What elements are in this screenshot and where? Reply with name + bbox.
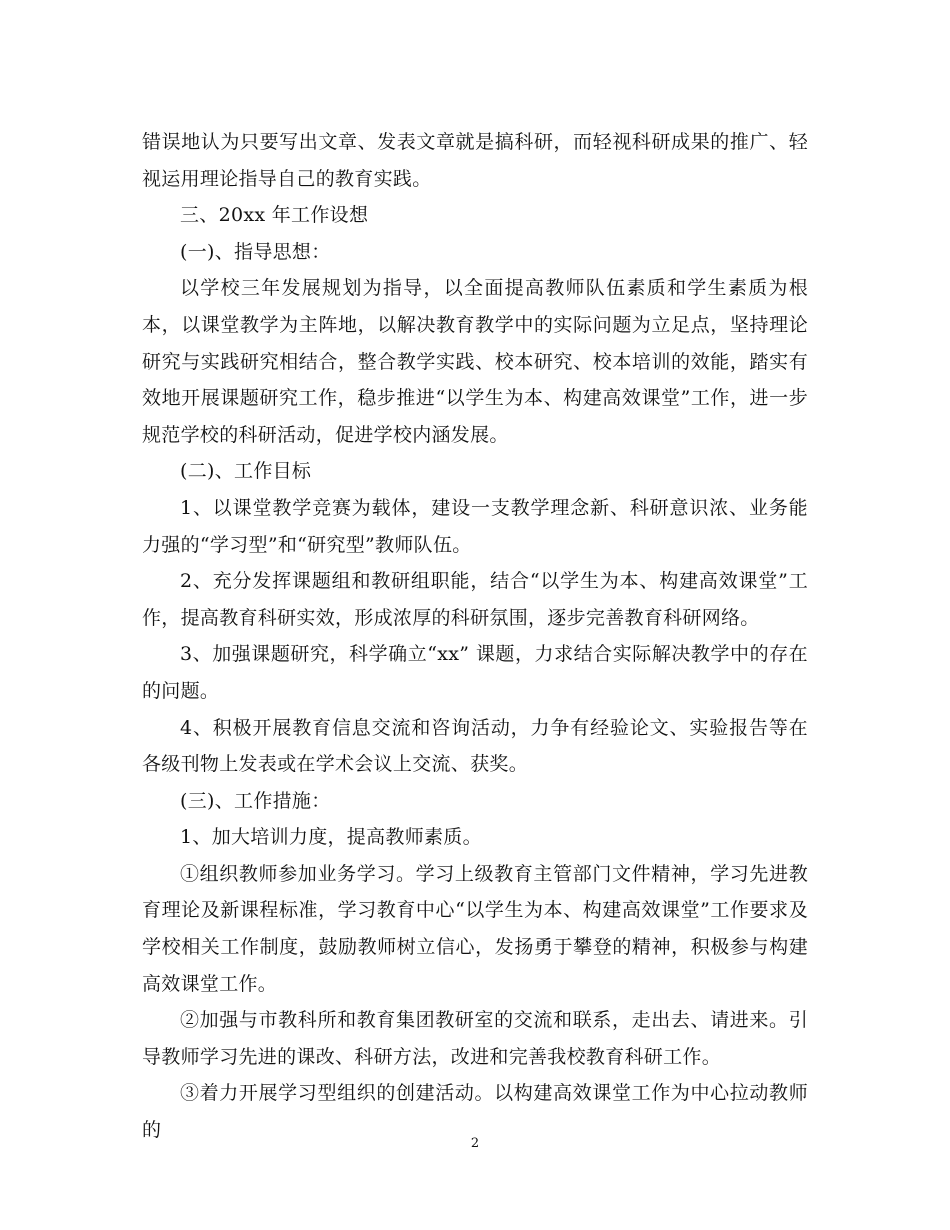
goal-item-4: 4、积极开展教育信息交流和咨询活动，力争有经验论文、实验报告等在各级刊物上发表或在学术会议上交流、获奖。 xyxy=(142,716,808,776)
document-body xyxy=(142,124,808,1149)
goal-item-2: 2、充分发挥课题组和教研组职能，结合“以学生为本、构建高效课堂”工作，提高教育科研实效，形成浓厚的科研氛围，逐步完善教育科研网络。 xyxy=(142,570,808,629)
page-number: 2 xyxy=(470,1136,480,1151)
measure-subitem-3: ③着力开展学习型组织的创建活动。以构建高效课堂工作为中心拉动教师的 xyxy=(142,1082,808,1142)
subheading-guiding-ideology: (一)、指导思想： xyxy=(180,240,331,263)
subheading-work-goals: (二)、工作目标 xyxy=(180,460,312,483)
goal-item-3: 3、加强课题研究，科学确立“xx” 课题，力求结合实际解决教学中的存在的问题。 xyxy=(142,643,808,702)
measure-item-1: 1、加大培训力度，提高教师素质。 xyxy=(180,826,482,849)
section-heading-work-plan: 三、20xx 年工作设想 xyxy=(180,204,369,227)
measure-subitem-1: ①组织教师参加业务学习。学习上级教育主管部门文件精神，学习先进教育理论及新课程标准，学习教育中心“以学生为本、构建高效课堂”工作要求及学校相关工作制度，鼓励教师树立信心，发扬勇于攀登的精神，积极参与构建高效课堂工作。 xyxy=(142,862,808,995)
goal-item-1: 1、以课堂教学竞赛为载体，建设一支教学理念新、科研意识浓、业务能力强的“学习型”和“研究型”教师队伍。 xyxy=(142,496,808,556)
subheading-work-measures: (三)、工作措施： xyxy=(180,789,331,812)
paragraph-guiding-ideology: 以学校三年发展规划为指导，以全面提高教师队伍素质和学生素质为根本，以课堂教学为主阵地，以解决教育教学中的实际问题为立足点，坚持理论研究与实践研究相结合，整合教学实践、校本研究、校本培训的效能，踏实有效地开展课题研究工作，稳步推进“以学生为本、构建高效课堂”工作，进一步规范学校的科研活动，促进学校内涵发展。 xyxy=(142,277,808,446)
measure-subitem-2: ②加强与市教科所和教育集团教研室的交流和联系，走出去、请进来。引导教师学习先进的课改、科研方法，改进和完善我校教育科研工作。 xyxy=(142,1009,808,1068)
paragraph-continuation: 错误地认为只要写出文章、发表文章就是搞科研，而轻视科研成果的推广、轻视运用理论指导自己的教育实践。 xyxy=(142,131,808,190)
